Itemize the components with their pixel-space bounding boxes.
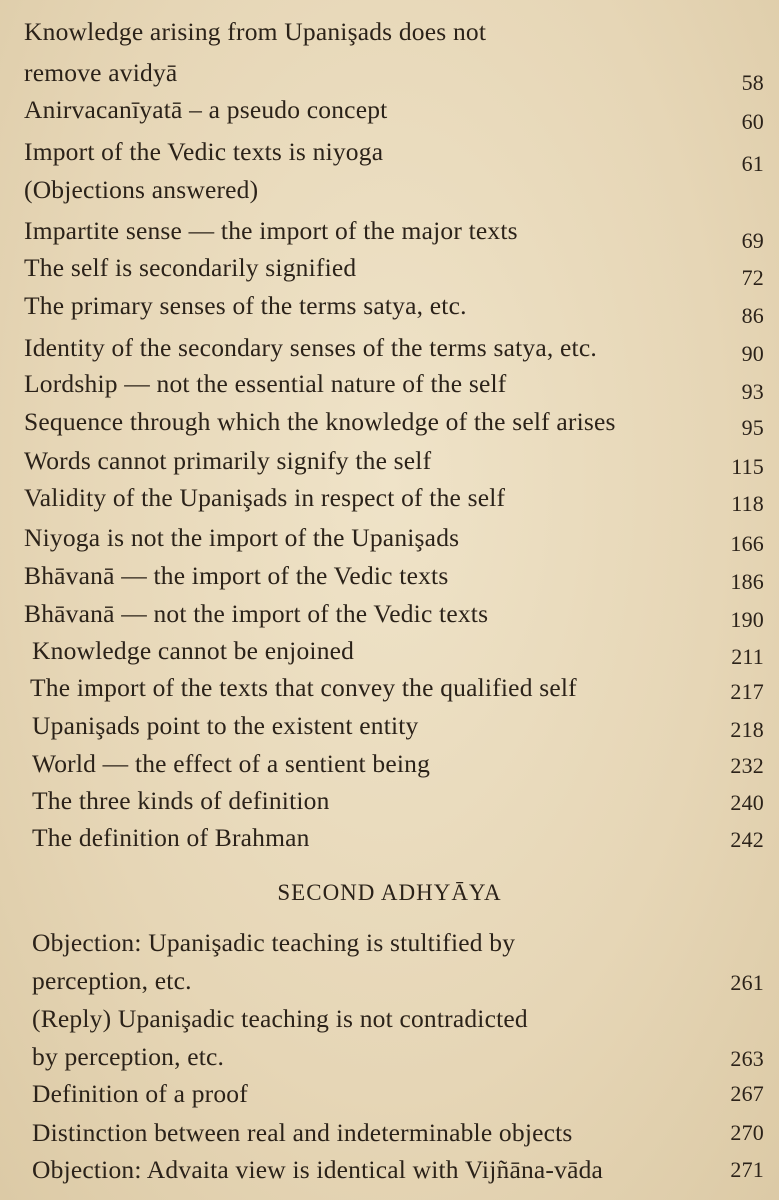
- toc-entry-page: 218: [730, 717, 764, 742]
- toc-entry: [24, 55, 764, 95]
- toc-entry-title: World — the effect of a sentient being: [32, 749, 431, 778]
- toc-entry-page: 263: [730, 1046, 764, 1071]
- toc-entry-page: 211: [731, 644, 764, 669]
- toc-entry: [24, 1115, 764, 1151]
- toc-entry: [24, 746, 764, 782]
- toc-entry-title: Upanişads point to the existent entity: [32, 711, 419, 740]
- toc-entry: [24, 92, 764, 134]
- toc-entry: [24, 366, 764, 402]
- toc-entry-title: Impartite sense — the import of the major texts: [24, 216, 518, 245]
- toc-entry-title: Objection: Upanişadic teaching is stultified by: [32, 928, 516, 957]
- toc-entry-page: 270: [730, 1120, 764, 1145]
- toc-entry-title: Niyoga is not the import of the Upanişads: [24, 523, 460, 552]
- toc-entry-page: 186: [730, 569, 764, 594]
- toc-entry-page: 86: [741, 303, 764, 328]
- toc-entry-title: Bhāvanā — not the import of the Vedic texts: [24, 599, 489, 628]
- toc-entry: [24, 1076, 764, 1112]
- toc-entry: [24, 250, 764, 290]
- toc-entry-page: 166: [730, 531, 764, 556]
- toc-entry: [24, 1152, 764, 1188]
- toc-entry-title: perception, etc.: [32, 966, 192, 995]
- toc-entry-title: Bhāvanā — the import of the Vedic texts: [24, 561, 449, 590]
- toc-entry: [24, 404, 764, 440]
- toc-entry: [24, 783, 764, 819]
- toc-entry-page: 95: [741, 415, 764, 440]
- toc-entry: [24, 925, 764, 961]
- toc-entry: [24, 330, 764, 366]
- toc-entry: [24, 443, 764, 479]
- toc-entry-title: Validity of the Upanişads in respect of the self: [24, 483, 506, 512]
- toc-entry-title: (Reply) Upanişadic teaching is not contradicted: [32, 1004, 528, 1033]
- toc-entry-page: 61: [741, 151, 764, 176]
- toc-entry: [24, 288, 764, 328]
- toc-entry-page: 72: [741, 265, 764, 290]
- toc-entry-page: 271: [730, 1157, 764, 1182]
- toc-entry-title: (Objections answered): [24, 175, 259, 204]
- toc-entry-title: Sequence through which the knowledge of the self arises: [24, 407, 616, 436]
- toc-entry-page: 90: [741, 341, 764, 366]
- toc-entry-title: Words cannot primarily signify the self: [24, 446, 432, 475]
- toc-entry-title: Lordship — not the essential nature of the self: [24, 369, 507, 398]
- toc-entry-page: 115: [731, 454, 764, 479]
- toc-entry-title: Identity of the secondary senses of the terms satya, etc.: [24, 333, 597, 362]
- toc-entry-page: 240: [730, 790, 764, 815]
- toc-entry-page: 69: [741, 228, 764, 253]
- toc-entry: [24, 14, 764, 50]
- toc-entry-title: The definition of Brahman: [32, 823, 310, 852]
- toc-entry-page: 261: [730, 970, 764, 995]
- toc-entry-page: 217: [730, 679, 764, 704]
- toc-entry-page: 242: [730, 827, 764, 852]
- toc-entry-page: 232: [730, 753, 764, 778]
- toc-entry-page: 190: [730, 607, 764, 632]
- toc-entry: [24, 963, 764, 999]
- toc-entry-page: 118: [731, 491, 764, 516]
- toc-entry: [24, 558, 764, 594]
- toc-entry: [24, 670, 764, 706]
- toc-entry: [24, 708, 764, 744]
- toc-entry-title: The three kinds of definition: [32, 786, 330, 815]
- toc-entry-page: 267: [730, 1081, 764, 1106]
- toc-entry: [24, 480, 764, 516]
- toc-entry-page: 58: [741, 70, 764, 95]
- toc-entry: [24, 1039, 764, 1075]
- toc-entry-title: Objection: Advaita view is identical with Vijñāna-vāda: [32, 1155, 604, 1184]
- toc-entry: [24, 1001, 764, 1037]
- toc-entry-title: Definition of a proof: [32, 1079, 248, 1108]
- toc-entry-title: remove avidyā: [24, 58, 178, 87]
- toc-entry-page: 60: [741, 109, 764, 134]
- toc-entry: [24, 633, 764, 669]
- toc-entry-title: Knowledge cannot be enjoined: [32, 636, 355, 665]
- toc-entry: [24, 820, 764, 856]
- toc-entry-title: Knowledge arising from Upanişads does not: [24, 17, 487, 46]
- toc-entry-title: The self is secondarily signified: [24, 253, 357, 282]
- toc-entry-title: Import of the Vedic texts is niyoga: [24, 137, 384, 166]
- toc-entry-title: The primary senses of the terms satya, etc.: [24, 291, 467, 320]
- toc-entry-title: Anirvacanīyatā – a pseudo concept: [24, 95, 388, 124]
- toc-entry-page: 93: [741, 379, 764, 404]
- toc-entry: [24, 172, 764, 208]
- toc-entry: [24, 520, 764, 556]
- toc-entry: [24, 596, 764, 632]
- toc-entry: [24, 134, 764, 176]
- section-heading: SECOND ADHYĀYA: [277, 880, 502, 905]
- toc-entry-title: The import of the texts that convey the qualified self: [30, 673, 577, 702]
- toc-entry: [24, 213, 764, 253]
- toc-entry-title: by perception, etc.: [32, 1042, 225, 1071]
- toc-entry-title: Distinction between real and indeterminable objects: [32, 1118, 573, 1147]
